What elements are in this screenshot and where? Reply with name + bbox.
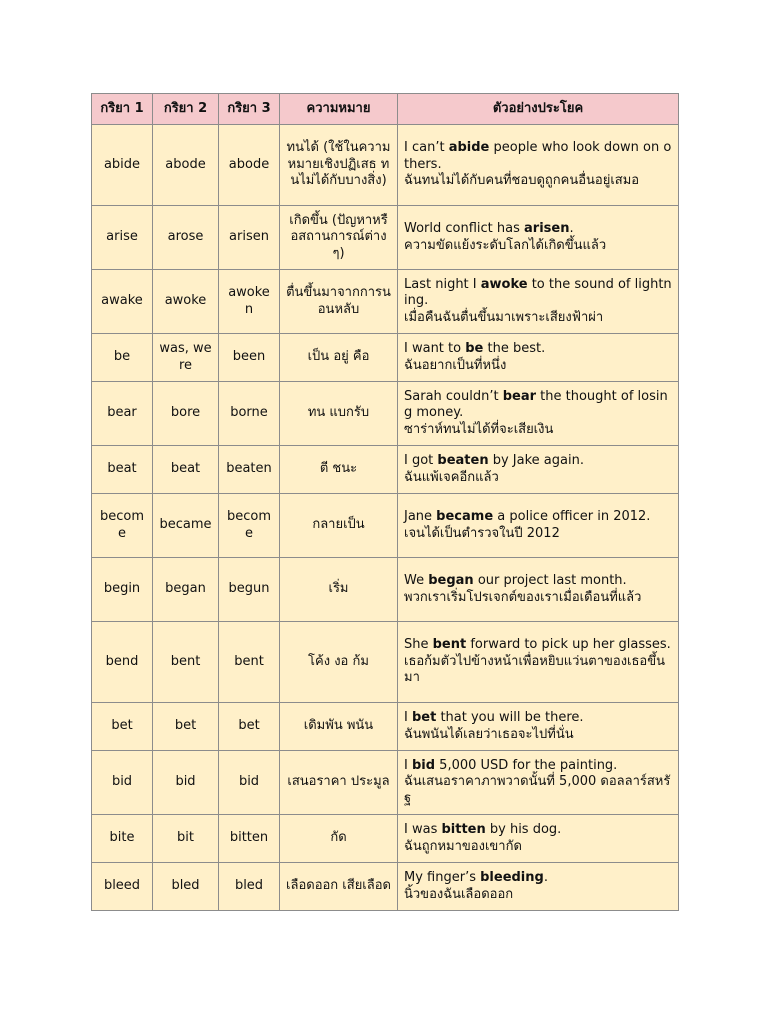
example-verb-highlight: bid (411, 757, 436, 773)
example-thai: ฉันอยากเป็นที่หนึ่ง (404, 357, 507, 373)
example-cell (398, 334, 679, 382)
header-verb-3: กริยา 3 (219, 94, 280, 125)
example-verb-highlight: abide (448, 140, 490, 156)
example-text: forward to pick up her glasses. (466, 637, 671, 653)
example-text: our project last month. (473, 573, 627, 588)
example-text: I (404, 710, 412, 725)
example-verb-highlight: be (465, 341, 484, 356)
example-english (404, 822, 672, 839)
example-thai: เธอก้มตัวไปข้างหน้าเพื่อหยิบแว่นตาของเธอขึ้นมา (404, 653, 666, 686)
example-verb-highlight: became (436, 509, 494, 524)
example-text: 5,000 USD for the painting. (435, 757, 618, 773)
example-text: I got (404, 453, 438, 468)
example-english (404, 758, 672, 775)
example-cell (398, 494, 679, 558)
example-text: She (404, 637, 433, 653)
example-cell (398, 125, 679, 206)
verb-2-cell: bid (153, 751, 219, 815)
verb-3-cell: borne (219, 382, 280, 446)
example-text: Last night I (404, 276, 481, 292)
header-verb-2: กริยา 2 (153, 94, 219, 125)
example-thai: เจนได้เป็นตำรวจในปี 2012 (404, 525, 560, 541)
verb-3-cell: bet (219, 703, 280, 751)
example-cell (398, 622, 679, 703)
table-row (92, 815, 679, 863)
verb-3-cell: bled (219, 863, 280, 911)
example-text: to the sound of lightning. (404, 276, 672, 309)
verb-3-cell: become (219, 494, 280, 558)
example-cell (398, 815, 679, 863)
example-text: that you will be there. (436, 710, 584, 725)
example-text: the thought of losing money. (404, 388, 668, 421)
table-row (92, 863, 679, 911)
example-text: the best. (483, 341, 546, 356)
verb-1-cell: bid (92, 751, 153, 815)
example-thai: พวกเราเริ่มโปรเจกต์ของเราเมื่อเดือนที่แล้ว (404, 589, 642, 605)
verb-3-cell: bitten (219, 815, 280, 863)
example-text: Sarah couldn’t (404, 388, 503, 404)
verb-3-cell: beaten (219, 446, 280, 494)
example-text: by Jake again. (488, 453, 584, 468)
example-verb-highlight: arisen (524, 221, 570, 236)
example-text: people who look down on others. (404, 140, 672, 172)
verb-2-cell: bore (153, 382, 219, 446)
example-thai: ฉันถูกหมาของเขากัด (404, 838, 522, 854)
verb-1-cell: bear (92, 382, 153, 446)
example-text: . (543, 870, 548, 885)
table-row (92, 558, 679, 622)
example-verb-highlight: bent (432, 637, 467, 653)
example-text: My finger’s (404, 870, 481, 885)
example-english (404, 509, 672, 526)
verb-1-cell: bet (92, 703, 153, 751)
example-english (404, 221, 672, 238)
example-verb-highlight: bitten (441, 822, 486, 837)
verb-3-cell: been (219, 334, 280, 382)
verb-2-cell: began (153, 558, 219, 622)
example-text: by his dog. (485, 822, 562, 837)
example-verb-highlight: bet (411, 710, 437, 725)
example-text: I was (404, 822, 442, 837)
meaning-cell: ตี ชนะ (280, 446, 398, 494)
verb-1-cell: abide (92, 125, 153, 206)
example-cell (398, 751, 679, 815)
example-english (404, 710, 672, 727)
example-thai: ความขัดแย้งระดับโลกได้เกิดขึ้นแล้ว (404, 237, 607, 253)
meaning-cell: เดิมพัน พนัน (280, 703, 398, 751)
verb-3-cell: bent (219, 622, 280, 703)
header-meaning: ความหมาย (280, 94, 398, 125)
example-english (404, 453, 672, 470)
meaning-cell: เสนอราคา ประมูล (280, 751, 398, 815)
irregular-verbs-table (91, 93, 679, 911)
example-thai: เมื่อคืนฉันตื่นขึ้นมาเพราะเสียงฟ้าผ่า (404, 309, 604, 325)
example-cell (398, 558, 679, 622)
example-verb-highlight: beaten (437, 453, 489, 468)
meaning-cell: เกิดขึ้น (ปัญหาหรือสถานการณ์ต่างๆ) (280, 206, 398, 270)
meaning-cell: ตื่นขึ้นมาจากการนอนหลับ (280, 270, 398, 334)
example-english (404, 140, 672, 173)
example-text: I want to (404, 341, 466, 356)
example-verb-highlight: bleeding (480, 870, 544, 885)
verb-1-cell: become (92, 494, 153, 558)
example-english (404, 573, 672, 590)
example-english (404, 341, 672, 358)
example-cell (398, 382, 679, 446)
example-thai: ฉันเสนอราคาภาพวาดนั้นที่ 5,000 ดอลลาร์สหรัฐ (404, 774, 671, 806)
meaning-cell: โค้ง งอ ก้ม (280, 622, 398, 703)
example-verb-highlight: awoke (480, 276, 528, 292)
header-example: ตัวอย่างประโยค (398, 94, 679, 125)
example-verb-highlight: bear (502, 388, 537, 404)
table-row (92, 703, 679, 751)
table-row (92, 334, 679, 382)
verb-2-cell: abode (153, 125, 219, 206)
verb-1-cell: bend (92, 622, 153, 703)
table-row (92, 270, 679, 334)
verb-1-cell: beat (92, 446, 153, 494)
meaning-cell: ทนได้ (ใช้ในความหมายเชิงปฏิเสธ ทนไม่ได้กับบางสิ่ง) (280, 125, 398, 206)
table-row (92, 494, 679, 558)
example-text: . (569, 221, 574, 236)
example-cell (398, 206, 679, 270)
verb-3-cell: begun (219, 558, 280, 622)
example-english (404, 870, 672, 887)
example-thai: ฉันทนไม่ได้กับคนที่ชอบดูถูกคนอื่นอยู่เสมอ (404, 173, 640, 189)
example-text: We (404, 573, 429, 588)
meaning-cell: เป็น อยู่ คือ (280, 334, 398, 382)
table-row (92, 206, 679, 270)
verb-3-cell: awoken (219, 270, 280, 334)
table-row (92, 382, 679, 446)
meaning-cell: กัด (280, 815, 398, 863)
example-text: I can’t (404, 140, 449, 156)
verb-2-cell: became (153, 494, 219, 558)
verb-2-cell: was, were (153, 334, 219, 382)
example-thai: นิ้วของฉันเลือดออก (404, 886, 514, 902)
example-english (404, 277, 672, 310)
verb-3-cell: arisen (219, 206, 280, 270)
example-text: a police officer in 2012. (493, 509, 651, 524)
verb-1-cell: arise (92, 206, 153, 270)
verb-1-cell: bite (92, 815, 153, 863)
verb-1-cell: begin (92, 558, 153, 622)
example-thai: ฉันพนันได้เลยว่าเธอจะไปที่นั่น (404, 726, 574, 742)
meaning-cell: เลือดออก เสียเลือด (280, 863, 398, 911)
example-cell (398, 270, 679, 334)
verb-2-cell: beat (153, 446, 219, 494)
verb-3-cell: abode (219, 125, 280, 206)
example-cell (398, 863, 679, 911)
verb-2-cell: bet (153, 703, 219, 751)
verb-3-cell: bid (219, 751, 280, 815)
verb-1-cell: awake (92, 270, 153, 334)
example-thai: ฉันแพ้เจคอีกแล้ว (404, 469, 499, 485)
table-row (92, 622, 679, 703)
verb-2-cell: arose (153, 206, 219, 270)
example-verb-highlight: began (428, 573, 474, 588)
example-english (404, 389, 672, 422)
meaning-cell: เริ่ม (280, 558, 398, 622)
header-verb-1: กริยา 1 (92, 94, 153, 125)
table-row (92, 751, 679, 815)
example-text: World conflict has (404, 221, 525, 236)
verb-2-cell: bent (153, 622, 219, 703)
verb-2-cell: bled (153, 863, 219, 911)
example-text: I (404, 757, 412, 773)
table-row (92, 446, 679, 494)
verb-1-cell: be (92, 334, 153, 382)
verb-2-cell: awoke (153, 270, 219, 334)
meaning-cell: กลายเป็น (280, 494, 398, 558)
example-cell (398, 446, 679, 494)
example-cell (398, 703, 679, 751)
meaning-cell: ทน แบกรับ (280, 382, 398, 446)
table-header-row (92, 94, 679, 125)
verb-2-cell: bit (153, 815, 219, 863)
table-row (92, 125, 679, 206)
example-thai: ซาร่าห์ทนไม่ได้ที่จะเสียเงิน (404, 421, 554, 437)
verb-1-cell: bleed (92, 863, 153, 911)
example-english (404, 637, 672, 654)
example-text: Jane (404, 509, 437, 524)
